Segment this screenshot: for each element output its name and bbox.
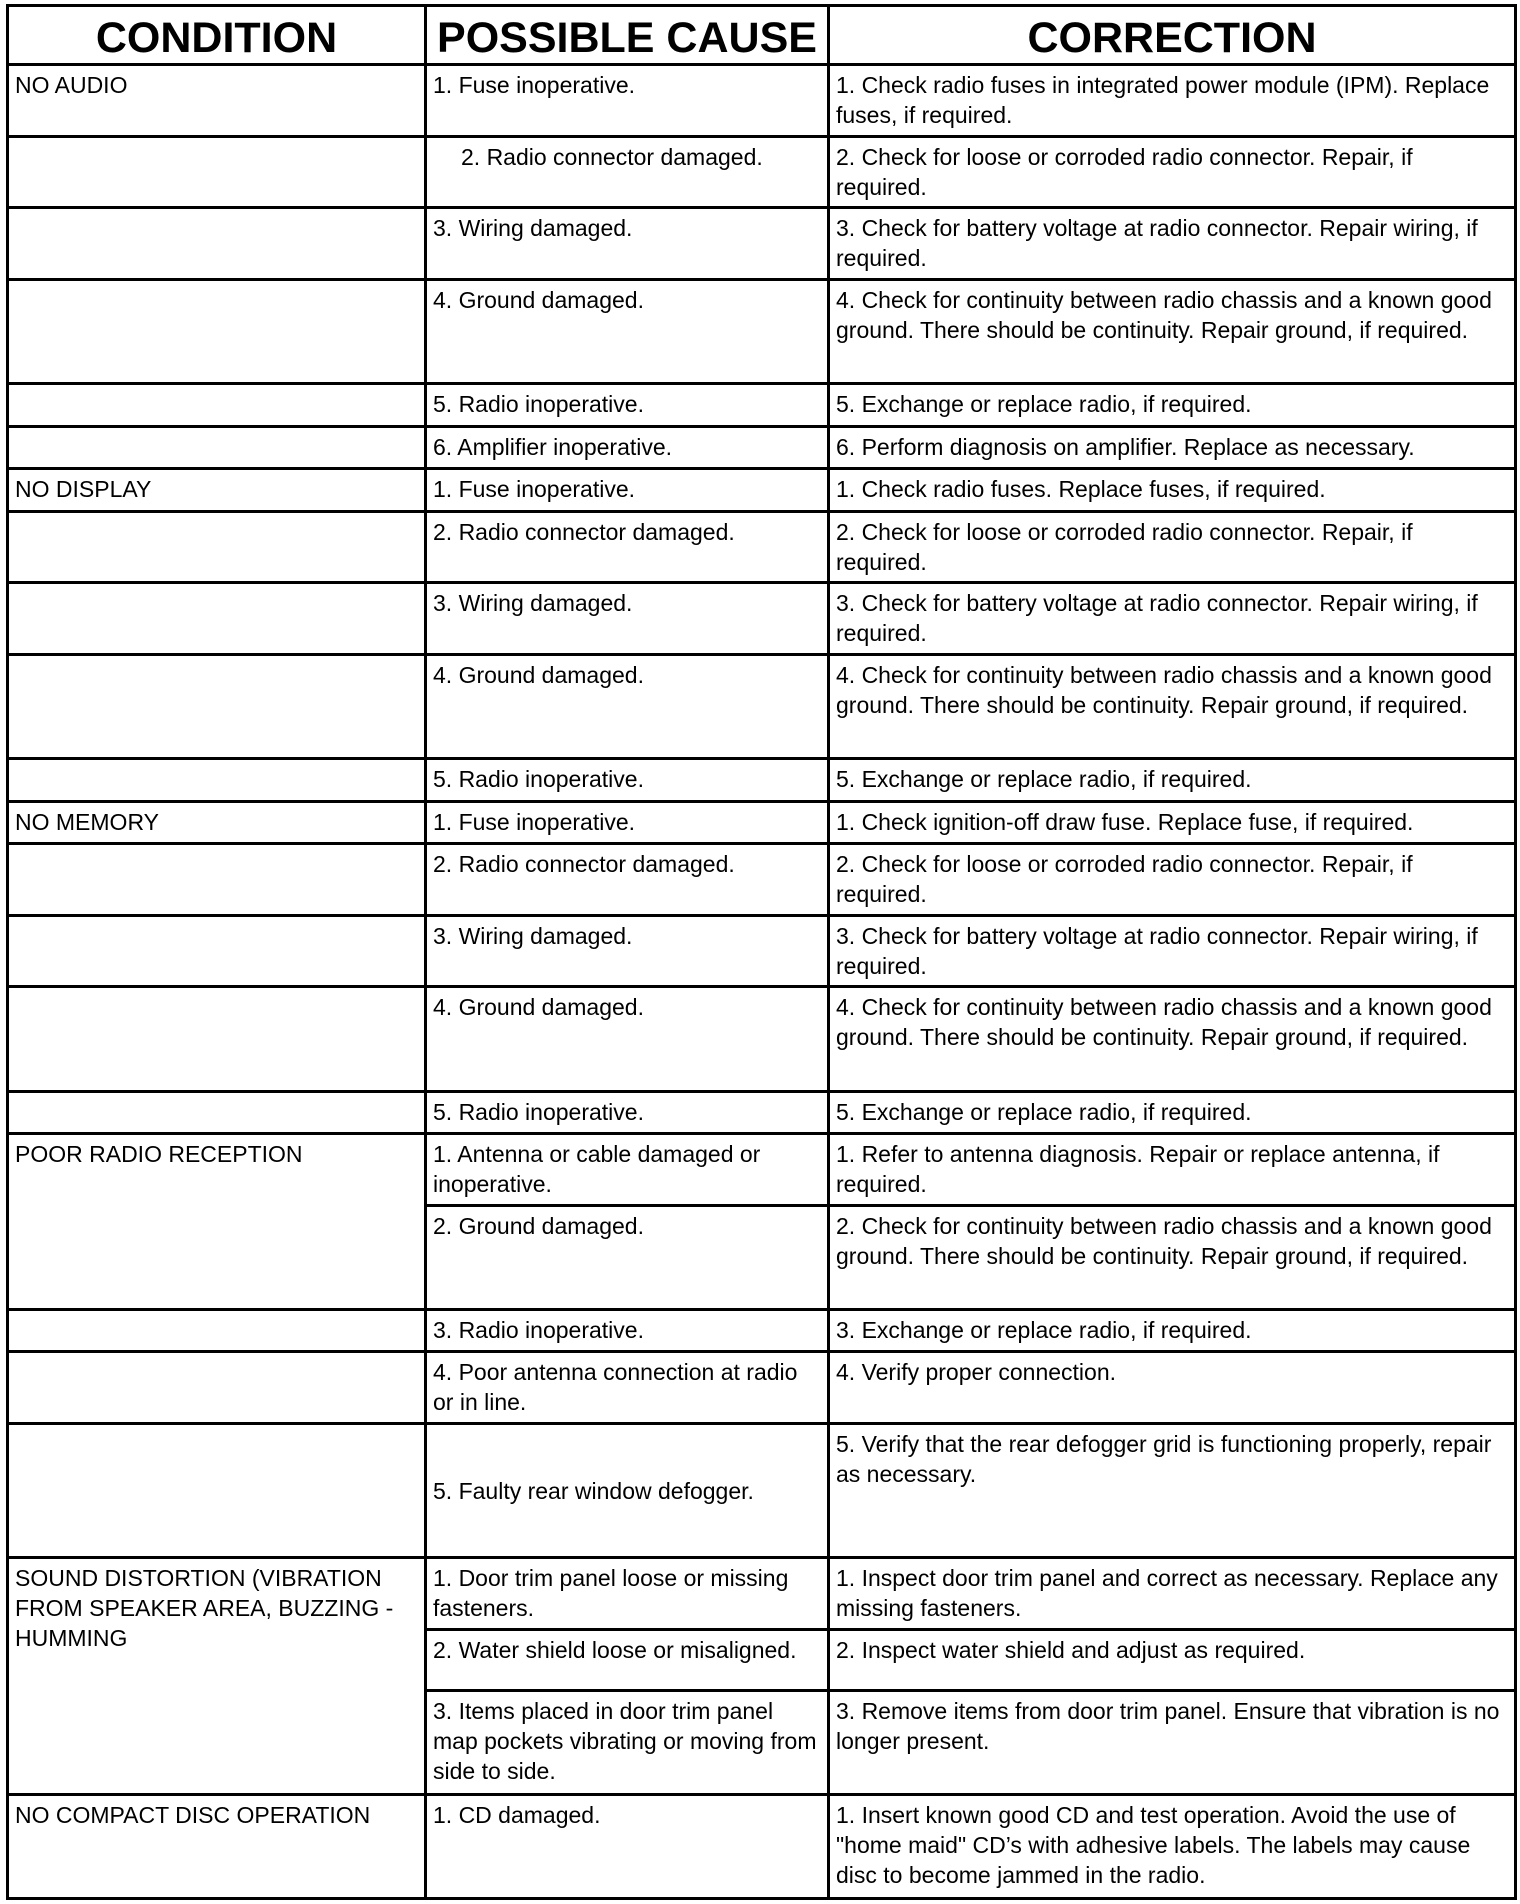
table-row (8, 65, 1516, 137)
table-row (8, 1794, 1516, 1898)
cause-cell: 4. Ground damaged. (426, 655, 829, 759)
correction-cell: 3. Remove items from door trim panel. Ensure that vibration is no longer present. (829, 1690, 1516, 1794)
cause-cell: 3. Wiring damaged. (426, 915, 829, 987)
diagnosis-sheet (6, 4, 1514, 1900)
correction-cell: 3. Check for battery voltage at radio connector. Repair wiring, if required. (829, 583, 1516, 655)
table-row (8, 1352, 1516, 1424)
correction-cell: 1. Check radio fuses. Replace fuses, if required. (829, 469, 1516, 511)
table-row (8, 655, 1516, 759)
cause-cell: 3. Items placed in door trim panel map pockets vibrating or moving from side to side. (426, 1690, 829, 1794)
cause-cell: 4. Ground damaged. (426, 987, 829, 1091)
correction-cell: 3. Check for battery voltage at radio connector. Repair wiring, if required. (829, 915, 1516, 987)
correction-cell: 4. Check for continuity between radio chassis and a known good ground. There should be continuity. Repair ground, if required. (829, 987, 1516, 1091)
correction-cell: 1. Insert known good CD and test operation. Avoid the use of "home maid" CD’s with adhesive labels. The labels may cause disc to become jammed in the radio. (829, 1794, 1516, 1898)
table-row (8, 136, 1516, 208)
condition-cell (8, 208, 426, 280)
table-row (8, 759, 1516, 801)
correction-cell: 2. Check for loose or corroded radio connector. Repair, if required. (829, 511, 1516, 583)
condition-cell (8, 426, 426, 468)
condition-cell (8, 136, 426, 208)
cause-cell: 2. Radio connector damaged. (426, 511, 829, 583)
cause-cell: 3. Wiring damaged. (426, 208, 829, 280)
cause-cell: 5. Radio inoperative. (426, 759, 829, 801)
correction-cell: 2. Check for continuity between radio chassis and a known good ground. There should be continuity. Repair ground, if required. (829, 1205, 1516, 1309)
correction-cell: 5. Exchange or replace radio, if required. (829, 1091, 1516, 1133)
table-row (8, 801, 1516, 843)
condition-cell: NO DISPLAY (8, 469, 426, 511)
cause-cell: 6. Amplifier inoperative. (426, 426, 829, 468)
cause-cell: 1. Fuse inoperative. (426, 65, 829, 137)
header-condition: CONDITION (8, 6, 426, 65)
cause-cell: 2. Ground damaged. (426, 1205, 829, 1309)
correction-cell: 1. Refer to antenna diagnosis. Repair or replace antenna, if required. (829, 1134, 1516, 1206)
correction-cell: 1. Check ignition-off draw fuse. Replace fuse, if required. (829, 801, 1516, 843)
correction-cell: 4. Check for continuity between radio chassis and a known good ground. There should be continuity. Repair ground, if required. (829, 655, 1516, 759)
condition-cell (8, 1309, 426, 1351)
table-row (8, 1423, 1516, 1557)
table-row (8, 280, 1516, 384)
cause-cell: 4. Poor antenna connection at radio or in line. (426, 1352, 829, 1424)
cause-cell: 4. Ground damaged. (426, 280, 829, 384)
correction-cell: 6. Perform diagnosis on amplifier. Replace as necessary. (829, 426, 1516, 468)
condition-cell: NO MEMORY (8, 801, 426, 843)
condition-cell: NO AUDIO (8, 65, 426, 137)
correction-cell: 4. Verify proper connection. (829, 1352, 1516, 1424)
table-row (8, 208, 1516, 280)
correction-cell: 5. Exchange or replace radio, if required. (829, 384, 1516, 426)
condition-cell (8, 759, 426, 801)
header-correction: CORRECTION (829, 6, 1516, 65)
header-possible-cause: POSSIBLE CAUSE (426, 6, 829, 65)
table-row (8, 469, 1516, 511)
condition-cell: POOR RADIO RECEPTION (8, 1134, 426, 1310)
table-row (8, 583, 1516, 655)
correction-cell: 2. Check for loose or corroded radio connector. Repair, if required. (829, 136, 1516, 208)
cause-cell: 1. Antenna or cable damaged or inoperative. (426, 1134, 829, 1206)
cause-cell: 1. Fuse inoperative. (426, 469, 829, 511)
correction-cell: 2. Check for loose or corroded radio connector. Repair, if required. (829, 844, 1516, 916)
correction-cell: 1. Check radio fuses in integrated power module (IPM). Replace fuses, if required. (829, 65, 1516, 137)
table-row (8, 1558, 1516, 1630)
condition-cell (8, 384, 426, 426)
table-row (8, 511, 1516, 583)
condition-cell: SOUND DISTORTION (VIBRATION FROM SPEAKER AREA, BUZZING - HUMMING (8, 1558, 426, 1794)
cause-cell: 5. Radio inoperative. (426, 384, 829, 426)
table-row (8, 1309, 1516, 1351)
header-row (8, 6, 1516, 65)
correction-cell: 3. Check for battery voltage at radio connector. Repair wiring, if required. (829, 208, 1516, 280)
correction-cell: 5. Exchange or replace radio, if required. (829, 759, 1516, 801)
cause-cell: 1. Door trim panel loose or missing fasteners. (426, 1558, 829, 1630)
cause-cell: 2. Water shield loose or misaligned. (426, 1630, 829, 1691)
table-row (8, 844, 1516, 916)
cause-cell: 2. Radio connector damaged. (426, 136, 829, 208)
cause-cell: 1. Fuse inoperative. (426, 801, 829, 843)
correction-cell: 4. Check for continuity between radio chassis and a known good ground. There should be continuity. Repair ground, if required. (829, 280, 1516, 384)
condition-cell (8, 1423, 426, 1557)
cause-cell: 5. Faulty rear window defogger. (426, 1423, 829, 1557)
table-row (8, 1134, 1516, 1206)
diagnosis-table (6, 4, 1517, 1900)
table-row (8, 384, 1516, 426)
condition-cell (8, 987, 426, 1091)
cause-cell: 3. Wiring damaged. (426, 583, 829, 655)
condition-cell (8, 844, 426, 916)
condition-cell (8, 655, 426, 759)
condition-cell (8, 915, 426, 987)
correction-cell: 1. Inspect door trim panel and correct as necessary. Replace any missing fasteners. (829, 1558, 1516, 1630)
correction-cell: 3. Exchange or replace radio, if required. (829, 1309, 1516, 1351)
condition-cell (8, 1091, 426, 1133)
condition-cell: NO COMPACT DISC OPERATION (8, 1794, 426, 1898)
table-row (8, 426, 1516, 468)
table-row (8, 987, 1516, 1091)
correction-cell: 5. Verify that the rear defogger grid is functioning properly, repair as necessary. (829, 1423, 1516, 1557)
table-row (8, 915, 1516, 987)
condition-cell (8, 1352, 426, 1424)
condition-cell (8, 280, 426, 384)
cause-cell: 1. CD damaged. (426, 1794, 829, 1898)
condition-cell (8, 511, 426, 583)
cause-cell: 2. Radio connector damaged. (426, 844, 829, 916)
table-row (8, 1091, 1516, 1133)
correction-cell: 2. Inspect water shield and adjust as required. (829, 1630, 1516, 1691)
cause-cell: 5. Radio inoperative. (426, 1091, 829, 1133)
condition-cell (8, 583, 426, 655)
cause-cell: 3. Radio inoperative. (426, 1309, 829, 1351)
